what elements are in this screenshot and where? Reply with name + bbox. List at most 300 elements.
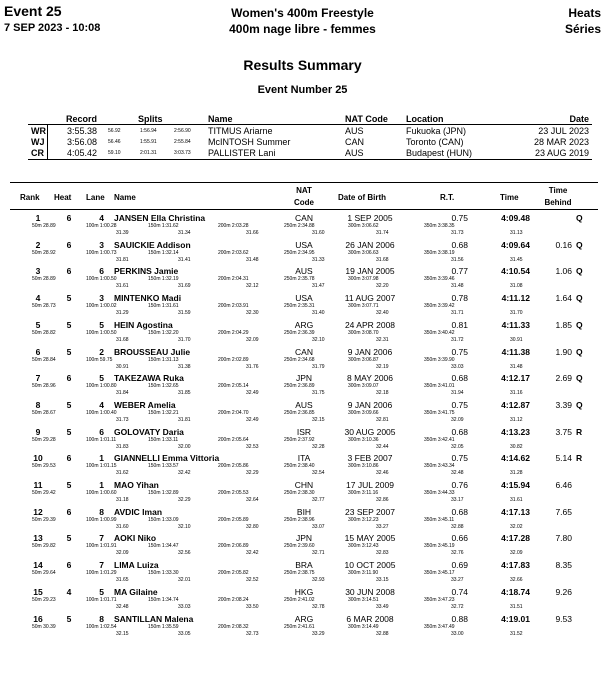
- record-location: Fukuoka (JPN): [406, 126, 467, 136]
- result-rank: 1: [35, 213, 41, 223]
- result-name: AVDIC Iman: [114, 507, 163, 517]
- lap-200: 33.50: [246, 604, 259, 610]
- split-350: 350m 3:39.90: [424, 357, 455, 363]
- result-name: MAO Yihan: [114, 480, 159, 490]
- split-50: 50m 28.82: [32, 330, 56, 336]
- lap-150: 31.69: [178, 283, 191, 289]
- lap-200: 32.29: [246, 470, 259, 476]
- result-heat: 6: [66, 453, 72, 463]
- lap-350: 32.09: [451, 417, 464, 423]
- lap-200: 32.80: [246, 524, 259, 530]
- result-rt: 0.75: [451, 400, 468, 410]
- split-150: 150m 1:34.47: [148, 543, 179, 549]
- col-rt: R.T.: [440, 193, 455, 202]
- col-time: Time: [500, 193, 519, 202]
- result-nat: AUS: [295, 266, 313, 276]
- lap-400: 31.52: [510, 631, 523, 637]
- lap-400: 31.48: [510, 364, 523, 370]
- result-nat: BRA: [295, 560, 313, 570]
- split-50: 50m 28.89: [32, 276, 56, 282]
- split-350: 350m 3:47.23: [424, 597, 455, 603]
- record-split-3: 3:03.73: [174, 150, 191, 156]
- lap-300: 31.74: [376, 230, 389, 236]
- result-dob: 19 JAN 2005: [345, 266, 395, 276]
- result-lane: 1: [99, 480, 104, 490]
- record-code: CR: [31, 148, 44, 158]
- split-150: 150m 1:32.89: [148, 490, 179, 496]
- lap-250: 32.77: [312, 497, 325, 503]
- split-250: 250m 2:34.95: [284, 250, 315, 256]
- split-300: 300m 3:14.49: [348, 624, 379, 630]
- lap-200: 32.64: [246, 497, 259, 503]
- result-heat: 6: [66, 213, 72, 223]
- result-rt: 0.74: [451, 587, 468, 597]
- col-behind-2: Behind: [544, 198, 572, 207]
- result-rank: 3: [35, 266, 41, 276]
- split-300: 300m 3:11.16: [348, 490, 379, 496]
- lap-400: 31.45: [510, 257, 523, 263]
- result-rank: 9: [35, 427, 41, 437]
- lap-200: 32.49: [246, 390, 259, 396]
- split-150: 150m 1:31.61: [148, 303, 179, 309]
- lap-200: 32.12: [246, 283, 259, 289]
- result-rt: 0.68: [451, 240, 468, 250]
- lap-100: 31.29: [116, 310, 129, 316]
- result-behind: 9.53: [555, 614, 572, 624]
- result-lane: 4: [99, 213, 104, 223]
- result-rank: 2: [35, 240, 41, 250]
- result-behind: 3.75: [555, 427, 572, 437]
- split-200: 200m 2:05.53: [218, 490, 249, 496]
- lap-150: 31.38: [178, 364, 191, 370]
- result-time: 4:14.62: [501, 453, 530, 463]
- split-50: 50m 30.39: [32, 624, 56, 630]
- lap-150: 32.29: [178, 497, 191, 503]
- split-250: 250m 2:38.40: [284, 463, 315, 469]
- lap-100: 32.09: [116, 550, 129, 556]
- lap-300: 32.44: [376, 444, 389, 450]
- results-header-rule: [10, 209, 598, 210]
- result-name: HEIN Agostina: [114, 320, 173, 330]
- result-time: 4:12.17: [501, 373, 530, 383]
- lap-400: 31.51: [510, 604, 523, 610]
- lap-250: 31.60: [312, 230, 325, 236]
- lap-350: 33.17: [451, 497, 464, 503]
- result-behind: 1.64: [555, 293, 572, 303]
- result-heat: 5: [66, 347, 72, 357]
- record-split-2: 2:01.31: [140, 150, 157, 156]
- result-name: TAKEZAWA Ruka: [114, 373, 184, 383]
- split-100: 100m 1:00.99: [86, 517, 117, 523]
- result-behind: 9.26: [555, 587, 572, 597]
- lap-100: 31.18: [116, 497, 129, 503]
- result-rt: 0.66: [451, 533, 468, 543]
- split-50: 50m 28.92: [32, 250, 56, 256]
- lap-150: 31.34: [178, 230, 191, 236]
- lap-200: 32.30: [246, 310, 259, 316]
- lap-300: 32.20: [376, 283, 389, 289]
- split-150: 150m 1:32.14: [148, 250, 179, 256]
- result-dob: 23 SEP 2007: [345, 507, 395, 517]
- page-title: Results Summary: [243, 57, 362, 73]
- split-250: 250m 2:37.92: [284, 437, 315, 443]
- result-nat: BIH: [296, 507, 312, 517]
- result-dob: 11 AUG 2007: [344, 293, 396, 303]
- result-qualifier: R: [576, 453, 583, 463]
- split-150: 150m 1:33.09: [148, 517, 179, 523]
- split-300: 300m 3:09.66: [348, 410, 379, 416]
- result-nat: CAN: [295, 213, 313, 223]
- lap-350: 32.88: [451, 524, 464, 530]
- record-nat: AUS: [345, 126, 364, 136]
- result-heat: 6: [66, 507, 72, 517]
- split-50: 50m 28.89: [32, 223, 56, 229]
- lap-350: 32.72: [451, 604, 464, 610]
- record-name: PALLISTER Lani: [208, 148, 276, 158]
- lap-150: 33.03: [178, 604, 191, 610]
- result-time: 4:11.38: [501, 347, 530, 357]
- result-name: MA Gilaine: [114, 587, 158, 597]
- split-50: 50m 29.53: [32, 463, 56, 469]
- split-350: 350m 3:47.49: [424, 624, 455, 630]
- lap-400: 31.28: [510, 470, 523, 476]
- result-rank: 7: [35, 373, 41, 383]
- lap-350: 32.48: [451, 470, 464, 476]
- result-heat: 5: [66, 293, 72, 303]
- split-50: 50m 29.42: [32, 490, 56, 496]
- split-50: 50m 29.82: [32, 543, 56, 549]
- result-name: PERKINS Jamie: [114, 266, 179, 276]
- record-location: Budapest (HUN): [406, 148, 473, 158]
- lap-200: 32.09: [246, 337, 259, 343]
- split-300: 300m 3:06.62: [348, 223, 379, 229]
- split-200: 200m 2:08.32: [218, 624, 249, 630]
- split-50: 50m 29.28: [32, 437, 56, 443]
- result-time: 4:12.87: [501, 400, 530, 410]
- result-qualifier: Q: [576, 320, 583, 330]
- event-label: Event 25: [4, 3, 62, 19]
- result-dob: 8 MAY 2006: [347, 373, 393, 383]
- lap-250: 32.15: [312, 417, 325, 423]
- lap-100: 31.61: [116, 283, 129, 289]
- result-dob: 10 OCT 2005: [344, 560, 396, 570]
- result-behind: 6.46: [555, 480, 572, 490]
- split-150: 150m 1:35.59: [148, 624, 179, 630]
- event-title-fr: 400m nage libre - femmes: [229, 22, 376, 36]
- lap-100: 32.48: [116, 604, 129, 610]
- result-dob: 30 JUN 2008: [345, 587, 395, 597]
- split-250: 250m 2:35.78: [284, 276, 315, 282]
- result-rank: 12: [33, 507, 43, 517]
- split-300: 300m 3:06.87: [348, 357, 379, 363]
- records-col-divider: [47, 124, 48, 159]
- record-split-2: 1:56.94: [140, 128, 157, 134]
- lap-100: 32.15: [116, 631, 129, 637]
- split-100: 100m 1:02.54: [86, 624, 117, 630]
- result-rt: 0.78: [451, 293, 468, 303]
- result-time: 4:13.23: [501, 427, 530, 437]
- split-50: 50m 29.23: [32, 597, 56, 603]
- records-header-nat: NAT Code: [345, 114, 388, 124]
- split-100: 100m 1:00.28: [86, 223, 117, 229]
- split-200: 200m 2:04.29: [218, 330, 249, 336]
- lap-400: 31.13: [510, 230, 523, 236]
- split-300: 300m 3:10.36: [348, 437, 379, 443]
- records-header-record: Record: [66, 114, 98, 124]
- result-nat: USA: [295, 240, 313, 250]
- record-date: 23 AUG 2019: [534, 148, 589, 158]
- result-lane: 5: [99, 587, 104, 597]
- result-dob: 24 APR 2008: [344, 320, 396, 330]
- record-name: McINTOSH Summer: [208, 137, 291, 147]
- split-350: 350m 3:45.17: [424, 570, 455, 576]
- result-nat: ITA: [297, 453, 311, 463]
- result-heat: 6: [66, 266, 72, 276]
- result-heat: 5: [66, 320, 72, 330]
- lap-100: 31.62: [116, 470, 129, 476]
- result-lane: 4: [99, 400, 104, 410]
- result-heat: 6: [66, 240, 72, 250]
- lap-250: 32.78: [312, 604, 325, 610]
- result-name: WEBER Amelia: [114, 400, 176, 410]
- record-split-1: 59.10: [108, 150, 121, 156]
- split-100: 100m 1:00.80: [86, 383, 117, 389]
- result-heat: 5: [66, 614, 72, 624]
- split-50: 50m 28.73: [32, 303, 56, 309]
- split-350: 350m 3:39.46: [424, 276, 455, 282]
- split-100: 100m 1:00.40: [86, 410, 117, 416]
- result-qualifier: Q: [576, 347, 583, 357]
- record-split-3: 2:55.84: [174, 139, 191, 145]
- split-350: 350m 3:41.75: [424, 410, 455, 416]
- lap-250: 31.47: [312, 283, 325, 289]
- result-time: 4:09.64: [501, 240, 530, 250]
- result-behind: 0.16: [555, 240, 572, 250]
- result-heat: 5: [66, 480, 72, 490]
- result-rank: 16: [33, 614, 43, 624]
- lap-350: 31.71: [451, 310, 464, 316]
- split-150: 150m 1:31.13: [148, 357, 179, 363]
- lap-350: 31.72: [451, 337, 464, 343]
- col-nat-1: NAT: [296, 186, 312, 195]
- result-rt: 0.75: [451, 347, 468, 357]
- split-250: 250m 2:38.96: [284, 517, 315, 523]
- result-rank: 4: [35, 293, 41, 303]
- result-dob: 3 FEB 2007: [347, 453, 393, 463]
- split-350: 350m 3:39.42: [424, 303, 455, 309]
- result-name: GOLOVATY Daria: [114, 427, 184, 437]
- lap-300: 32.81: [376, 417, 389, 423]
- lap-200: 32.53: [246, 444, 259, 450]
- split-250: 250m 2:38.30: [284, 490, 315, 496]
- lap-400: 32.66: [510, 577, 523, 583]
- split-150: 150m 1:32.21: [148, 410, 179, 416]
- lap-300: 32.46: [376, 470, 389, 476]
- split-300: 300m 3:12.43: [348, 543, 379, 549]
- col-behind-1: Time: [548, 186, 568, 195]
- split-50: 50m 29.64: [32, 570, 56, 576]
- lap-250: 32.28: [312, 444, 325, 450]
- split-350: 350m 3:45.11: [424, 517, 455, 523]
- split-250: 250m 2:41.61: [284, 624, 315, 630]
- split-200: 200m 2:05.14: [218, 383, 249, 389]
- split-250: 250m 2:36.39: [284, 330, 315, 336]
- split-100: 100m 1:00.02: [86, 303, 117, 309]
- result-rt: 0.68: [451, 427, 468, 437]
- lap-400: 32.09: [510, 550, 523, 556]
- split-50: 50m 28.84: [32, 357, 56, 363]
- split-100: 100m 1:00.60: [86, 490, 117, 496]
- lap-350: 33.00: [451, 631, 464, 637]
- result-nat: ISR: [296, 427, 312, 437]
- split-200: 200m 2:04.31: [218, 276, 249, 282]
- result-behind: 7.65: [555, 507, 572, 517]
- split-350: 350m 3:45.19: [424, 543, 455, 549]
- col-nat-2: Code: [294, 198, 314, 207]
- lap-150: 31.41: [178, 257, 191, 263]
- result-lane: 7: [99, 560, 104, 570]
- result-time: 4:09.48: [501, 213, 530, 223]
- result-qualifier: Q: [576, 213, 583, 223]
- result-behind: 2.69: [555, 373, 572, 383]
- split-200: 200m 2:03.91: [218, 303, 249, 309]
- split-350: 350m 3:42.41: [424, 437, 455, 443]
- split-100: 100m 1:01.15: [86, 463, 117, 469]
- lap-350: 32.05: [451, 444, 464, 450]
- lap-100: 31.73: [116, 417, 129, 423]
- result-rt: 0.81: [451, 320, 468, 330]
- result-dob: 9 JAN 2006: [347, 400, 393, 410]
- col-heat: Heat: [54, 193, 72, 202]
- lap-150: 33.05: [178, 631, 191, 637]
- lap-250: 33.29: [312, 631, 325, 637]
- lap-250: 31.79: [312, 364, 325, 370]
- result-time: 4:17.13: [501, 507, 530, 517]
- record-code: WR: [31, 126, 46, 136]
- result-behind: 7.80: [555, 533, 572, 543]
- split-250: 250m 2:36.85: [284, 410, 315, 416]
- lap-300: 32.88: [376, 631, 389, 637]
- lap-400: 31.16: [510, 390, 523, 396]
- lap-300: 33.15: [376, 577, 389, 583]
- record-time: 3:55.38: [67, 126, 98, 136]
- split-100: 100m 1:01.29: [86, 570, 117, 576]
- result-heat: 4: [66, 587, 72, 597]
- split-100: 100m 59.75: [86, 357, 113, 363]
- results-top-rule: [10, 182, 598, 183]
- result-nat: USA: [295, 293, 313, 303]
- split-250: 250m 2:34.68: [284, 357, 315, 363]
- result-rank: 8: [35, 400, 41, 410]
- lap-200: 32.52: [246, 577, 259, 583]
- split-200: 200m 2:03.28: [218, 223, 249, 229]
- split-250: 250m 2:41.02: [284, 597, 315, 603]
- result-nat: CAN: [295, 347, 313, 357]
- result-heat: 5: [66, 427, 72, 437]
- lap-300: 32.86: [376, 497, 389, 503]
- lap-300: 32.19: [376, 364, 389, 370]
- result-time: 4:18.74: [501, 587, 530, 597]
- lap-200: 32.73: [246, 631, 259, 637]
- result-heat: 6: [66, 373, 72, 383]
- split-200: 200m 2:05.89: [218, 517, 249, 523]
- split-350: 350m 3:38.19: [424, 250, 455, 256]
- result-lane: 2: [99, 347, 104, 357]
- lap-350: 31.48: [451, 283, 464, 289]
- result-rt: 0.77: [451, 266, 468, 276]
- split-50: 50m 28.96: [32, 383, 56, 389]
- lap-350: 31.94: [451, 390, 464, 396]
- result-name: BROUSSEAU Julie: [114, 347, 191, 357]
- result-name: SAUICKIE Addison: [114, 240, 191, 250]
- col-rank: Rank: [20, 193, 40, 202]
- lap-300: 32.31: [376, 337, 389, 343]
- result-rt: 0.76: [451, 480, 468, 490]
- split-200: 200m 2:02.89: [218, 357, 249, 363]
- result-behind: 5.14: [555, 453, 572, 463]
- lap-150: 31.85: [178, 390, 191, 396]
- lap-100: 31.81: [116, 257, 129, 263]
- result-time: 4:19.01: [501, 614, 530, 624]
- result-rt: 0.68: [451, 507, 468, 517]
- result-qualifier: R: [576, 427, 583, 437]
- phase-fr: Séries: [564, 22, 601, 36]
- col-name: Name: [114, 193, 136, 202]
- lap-350: 33.27: [451, 577, 464, 583]
- result-lane: 8: [99, 614, 104, 624]
- lap-200: 31.66: [246, 230, 259, 236]
- col-lane: Lane: [86, 193, 105, 202]
- result-behind: 8.35: [555, 560, 572, 570]
- split-150: 150m 1:31.62: [148, 223, 179, 229]
- lap-150: 32.00: [178, 444, 191, 450]
- result-dob: 26 JAN 2006: [345, 240, 395, 250]
- lap-400: 31.12: [510, 417, 523, 423]
- split-300: 300m 3:09.07: [348, 383, 379, 389]
- lap-100: 31.68: [116, 337, 129, 343]
- result-lane: 3: [99, 293, 104, 303]
- split-350: 350m 3:44.33: [424, 490, 455, 496]
- lap-150: 32.01: [178, 577, 191, 583]
- result-time: 4:17.28: [501, 533, 530, 543]
- result-behind: 1.90: [555, 347, 572, 357]
- result-rank: 11: [33, 480, 43, 490]
- result-nat: ARG: [294, 320, 314, 330]
- result-time: 4:11.33: [501, 320, 530, 330]
- split-150: 150m 1:33.30: [148, 570, 179, 576]
- split-100: 100m 1:01.91: [86, 543, 117, 549]
- split-350: 350m 3:40.42: [424, 330, 455, 336]
- result-dob: 17 JUL 2009: [346, 480, 394, 490]
- lap-150: 31.70: [178, 337, 191, 343]
- split-300: 300m 3:06.63: [348, 250, 379, 256]
- result-lane: 6: [99, 427, 104, 437]
- lap-100: 31.65: [116, 577, 129, 583]
- result-behind: 1.06: [555, 266, 572, 276]
- result-qualifier: Q: [576, 266, 583, 276]
- lap-250: 32.93: [312, 577, 325, 583]
- record-split-2: 1:55.91: [140, 139, 157, 145]
- split-350: 350m 3:41.01: [424, 383, 455, 389]
- split-150: 150m 1:33.11: [148, 437, 179, 443]
- result-qualifier: Q: [576, 293, 583, 303]
- result-name: AOKI Niko: [114, 533, 157, 543]
- event-title-en: Women's 400m Freestyle: [231, 6, 374, 20]
- result-nat: ARG: [294, 614, 314, 624]
- result-dob: 1 SEP 2005: [347, 213, 393, 223]
- result-rank: 13: [33, 533, 43, 543]
- split-100: 100m 1:01.71: [86, 597, 117, 603]
